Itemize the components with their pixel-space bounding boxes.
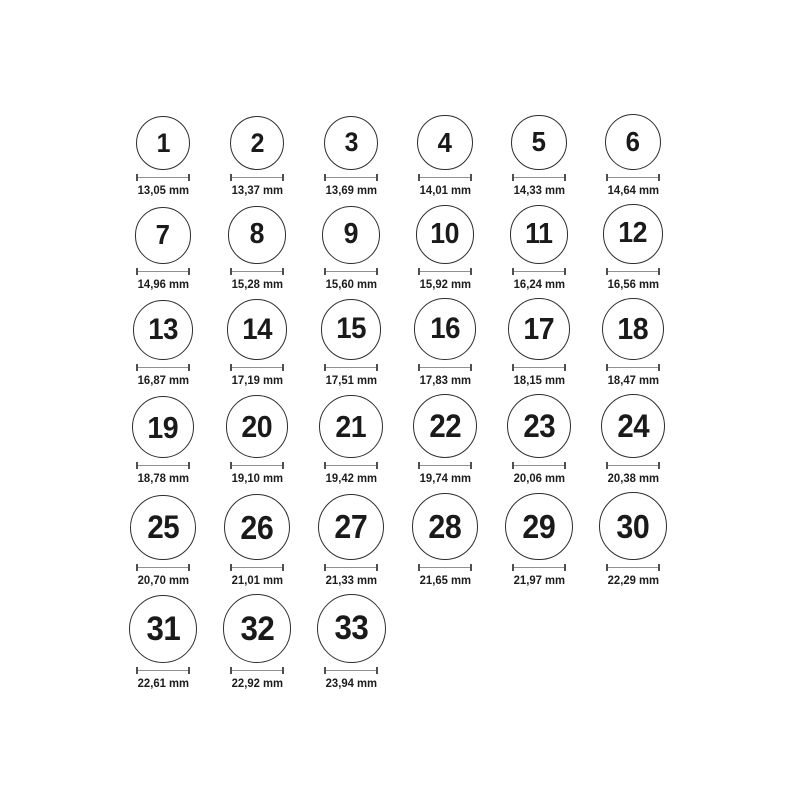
- ring-size-item: [116, 204, 210, 290]
- diameter-label: 15,92 mm: [419, 276, 471, 291]
- ring-size-item: [398, 114, 492, 197]
- ring-size-number: 2: [250, 127, 264, 158]
- ring-circle: [130, 495, 195, 560]
- ring-size-number: 25: [147, 509, 179, 546]
- ring-size-item: [586, 394, 680, 486]
- diameter-ruler: [418, 462, 472, 469]
- ring-size-number: 22: [429, 408, 461, 445]
- diameter-ruler: [418, 268, 472, 275]
- ring-circle: [136, 116, 190, 170]
- ring-circle: [505, 493, 572, 560]
- diameter-label: 21,01 mm: [231, 572, 283, 587]
- ring-size-number: 24: [617, 407, 649, 444]
- diameter-label: 20,06 mm: [513, 471, 565, 486]
- ring-circle: [605, 114, 661, 170]
- diameter-label: 16,87 mm: [137, 372, 189, 387]
- ring-size-item: [116, 298, 210, 387]
- diameter-ruler: [512, 364, 566, 371]
- ring-size-number: 17: [523, 311, 555, 347]
- ring-size-item: [210, 204, 304, 290]
- ring-size-item: [304, 394, 398, 486]
- ring-size-number: 8: [249, 218, 265, 251]
- ring-size-number: 32: [240, 609, 274, 648]
- ring-circle: [324, 116, 379, 171]
- ring-size-item: [304, 492, 398, 587]
- diameter-label: 14,01 mm: [419, 183, 471, 198]
- diameter-label: 15,60 mm: [325, 276, 377, 291]
- ring-circle: [223, 594, 292, 663]
- size-row: [116, 298, 800, 387]
- diameter-label: 18,78 mm: [137, 471, 189, 486]
- diameter-label: 20,70 mm: [137, 572, 189, 587]
- ring-size-item: [492, 204, 586, 290]
- diameter-label: 22,29 mm: [607, 572, 659, 587]
- ring-size-item: [586, 492, 680, 587]
- ring-circle: [224, 494, 290, 560]
- ring-size-number: 7: [156, 219, 170, 251]
- ring-size-item: [398, 204, 492, 290]
- diameter-label: 17,51 mm: [325, 372, 377, 387]
- ring-circle: [413, 394, 477, 458]
- ring-size-item: [210, 114, 304, 197]
- diameter-label: 20,38 mm: [607, 471, 659, 486]
- ring-size-number: 26: [240, 508, 274, 546]
- diameter-ruler: [136, 364, 190, 371]
- diameter-label: 16,56 mm: [607, 276, 659, 291]
- ring-size-number: 4: [438, 126, 452, 158]
- diameter-ruler: [606, 174, 660, 181]
- ring-size-item: [398, 492, 492, 587]
- diameter-ruler: [512, 462, 566, 469]
- diameter-label: 17,83 mm: [419, 372, 471, 387]
- ring-circle: [319, 395, 382, 458]
- ring-size-item: [210, 594, 304, 690]
- diameter-ruler: [324, 364, 378, 371]
- diameter-ruler: [136, 268, 190, 275]
- diameter-ruler: [324, 268, 378, 275]
- ring-size-number: 20: [241, 409, 273, 445]
- ring-size-number: 18: [617, 311, 649, 347]
- ring-size-number: 33: [334, 609, 368, 648]
- ring-size-item: [210, 298, 304, 387]
- diameter-label: 17,19 mm: [231, 372, 283, 387]
- size-row: [116, 594, 800, 690]
- ring-size-number: 10: [430, 217, 460, 250]
- ring-circle: [416, 205, 474, 263]
- diameter-label: 15,28 mm: [231, 276, 283, 291]
- diameter-ruler: [230, 174, 284, 181]
- ring-size-number: 14: [242, 312, 272, 346]
- diameter-label: 18,47 mm: [607, 372, 659, 387]
- diameter-label: 21,97 mm: [513, 572, 565, 587]
- diameter-ruler: [324, 462, 378, 469]
- ring-circle: [510, 205, 569, 264]
- diameter-label: 22,61 mm: [137, 675, 189, 690]
- size-row: [116, 114, 800, 197]
- diameter-label: 22,92 mm: [231, 675, 283, 690]
- ring-size-item: [116, 114, 210, 197]
- ring-size-number: 9: [343, 218, 359, 251]
- ring-size-item: [210, 492, 304, 587]
- diameter-ruler: [606, 364, 660, 371]
- diameter-ruler: [606, 268, 660, 275]
- ring-size-number: 29: [522, 507, 556, 545]
- ring-size-item: [586, 204, 680, 290]
- ring-size-item: [492, 298, 586, 387]
- diameter-label: 19,10 mm: [231, 471, 283, 486]
- ring-size-item: [398, 394, 492, 486]
- diameter-ruler: [512, 174, 566, 181]
- diameter-label: 13,69 mm: [325, 183, 377, 198]
- ring-circle: [602, 298, 664, 360]
- diameter-ruler: [606, 462, 660, 469]
- ring-size-number: 21: [335, 409, 367, 445]
- ring-size-number: 13: [148, 312, 178, 346]
- diameter-label: 13,37 mm: [231, 183, 283, 198]
- size-row: [116, 204, 800, 290]
- diameter-label: 19,42 mm: [325, 471, 377, 486]
- diameter-label: 21,33 mm: [325, 572, 377, 587]
- ring-circle: [226, 395, 289, 458]
- diameter-ruler: [418, 364, 472, 371]
- ring-circle: [508, 298, 570, 360]
- size-row: [116, 394, 800, 486]
- ring-size-item: [116, 394, 210, 486]
- diameter-label: 14,96 mm: [137, 276, 189, 291]
- diameter-label: 23,94 mm: [325, 675, 377, 690]
- diameter-ruler: [230, 667, 284, 674]
- ring-size-item: [492, 394, 586, 486]
- ring-size-number: 6: [626, 126, 640, 158]
- diameter-ruler: [606, 564, 660, 571]
- diameter-ruler: [512, 268, 566, 275]
- diameter-ruler: [324, 667, 378, 674]
- ring-circle: [322, 206, 380, 264]
- diameter-label: 14,33 mm: [513, 183, 565, 198]
- ring-size-number: 5: [532, 126, 546, 158]
- size-row: [116, 492, 800, 587]
- ring-size-item: [116, 492, 210, 587]
- ring-size-number: 3: [344, 127, 358, 158]
- diameter-ruler: [418, 564, 472, 571]
- diameter-ruler: [230, 364, 284, 371]
- ring-size-item: [492, 114, 586, 197]
- diameter-ruler: [324, 564, 378, 571]
- ring-circle: [135, 207, 192, 264]
- ring-circle: [133, 300, 193, 360]
- ring-size-item: [210, 394, 304, 486]
- ring-size-number: 28: [428, 508, 462, 546]
- ring-circle: [601, 394, 666, 459]
- ring-size-number: 11: [525, 217, 553, 250]
- ring-size-item: [492, 492, 586, 587]
- ring-size-item: [116, 594, 210, 690]
- ring-circle: [227, 299, 287, 359]
- ring-size-item: [586, 298, 680, 387]
- ring-circle: [230, 116, 285, 171]
- diameter-ruler: [324, 174, 378, 181]
- diameter-label: 19,74 mm: [419, 471, 471, 486]
- diameter-ruler: [136, 564, 190, 571]
- diameter-ruler: [136, 667, 190, 674]
- ring-circle: [511, 115, 567, 171]
- ring-circle: [318, 494, 384, 560]
- ring-size-item: [304, 204, 398, 290]
- ring-size-number: 30: [616, 507, 650, 545]
- ring-circle: [414, 298, 475, 359]
- diameter-ruler: [230, 462, 284, 469]
- diameter-label: 18,15 mm: [513, 372, 565, 387]
- diameter-label: 21,65 mm: [419, 572, 471, 587]
- diameter-ruler: [418, 174, 472, 181]
- ring-size-number: 16: [430, 312, 460, 346]
- diameter-ruler: [230, 564, 284, 571]
- diameter-label: 14,64 mm: [607, 183, 659, 198]
- ring-circle: [507, 394, 571, 458]
- ring-size-item: [398, 298, 492, 387]
- ring-size-number: 15: [336, 312, 366, 346]
- ring-circle: [129, 595, 197, 663]
- ring-size-number: 12: [618, 217, 648, 250]
- diameter-ruler: [512, 564, 566, 571]
- ring-size-number: 19: [147, 409, 179, 445]
- ring-circle: [599, 492, 667, 560]
- ring-size-item: [586, 114, 680, 197]
- ring-size-item: [304, 114, 398, 197]
- diameter-ruler: [230, 268, 284, 275]
- ring-circle: [603, 204, 662, 263]
- ring-circle: [417, 115, 472, 170]
- ring-circle: [321, 299, 382, 360]
- ring-size-item: [304, 594, 398, 690]
- ring-circle: [317, 594, 386, 663]
- ring-circle: [132, 396, 195, 459]
- ring-size-number: 1: [156, 127, 170, 158]
- ring-size-number: 31: [146, 609, 180, 648]
- diameter-ruler: [136, 174, 190, 181]
- ring-circle: [412, 493, 479, 560]
- diameter-label: 16,24 mm: [513, 276, 565, 291]
- ring-size-item: [304, 298, 398, 387]
- diameter-label: 13,05 mm: [137, 183, 189, 198]
- ring-circle: [228, 206, 285, 263]
- ring-size-number: 23: [523, 408, 555, 445]
- diameter-ruler: [136, 462, 190, 469]
- ring-size-number: 27: [334, 508, 368, 546]
